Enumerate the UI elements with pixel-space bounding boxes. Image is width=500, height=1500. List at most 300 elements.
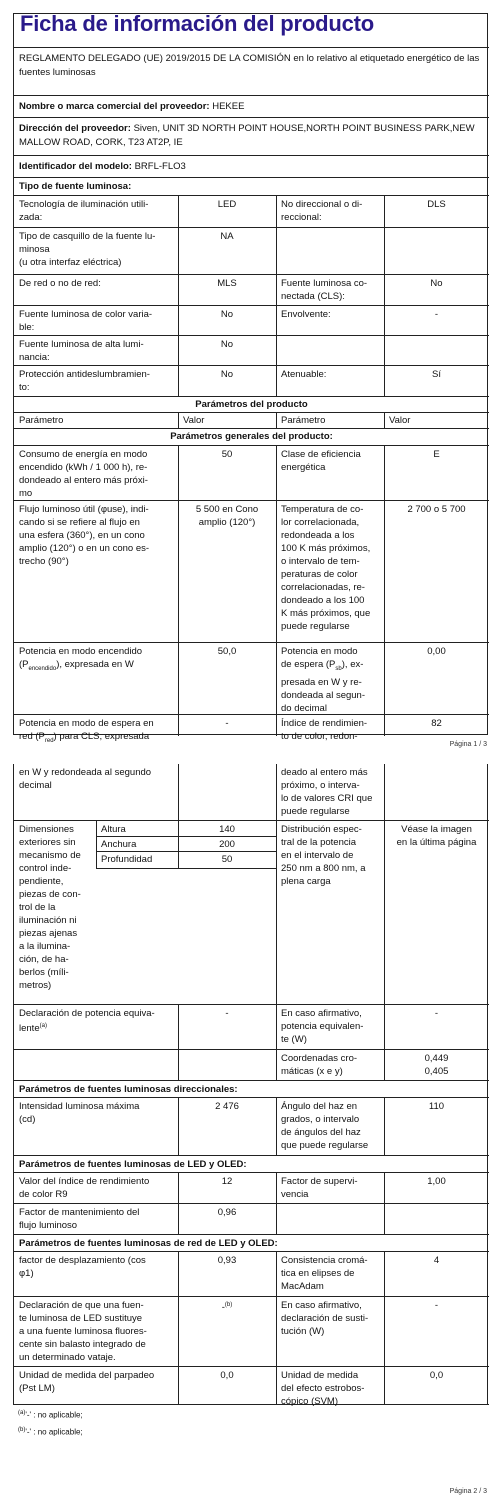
supplier-address-value: Siven, UNIT 3D NORTH POINT HOUSE,NORTH POINT BUSINESS PARK,NEW MALLOW ROAD, CORK, T23 AT2P, IE [19, 123, 475, 148]
table-cell [276, 715, 384, 742]
cell-text: (a) [18, 1410, 26, 1416]
flicker-row [14, 1367, 489, 1405]
table-rule [384, 366, 385, 396]
cell-text: una esfera (360°), en un cono [19, 530, 145, 541]
column-header-row [14, 413, 489, 429]
cell-text: No [220, 339, 234, 350]
table-rule [276, 228, 277, 274]
table-rule [384, 1173, 385, 1203]
table-rule [178, 643, 179, 714]
cell-text: o intervalo de tem- [281, 556, 360, 567]
cell-text: tución (W) [281, 1326, 325, 1337]
table-rule [178, 1252, 179, 1296]
table-rule [178, 275, 179, 305]
table-cell [276, 1050, 384, 1080]
cell-text: piezas de con- [19, 889, 81, 900]
cell-text: 0,0 [220, 1370, 234, 1381]
cell-text: Clase de eficiencia [281, 449, 361, 460]
chroma-row [14, 1050, 489, 1081]
table-rule [384, 1005, 385, 1049]
cell-text: Profundidad [101, 854, 153, 865]
cell-text: Valor [389, 415, 411, 426]
cell-text: mecanismo de [19, 850, 81, 861]
cell-text: 82 [431, 718, 442, 729]
cell-text: trol de la [19, 902, 56, 913]
table-cell [276, 821, 384, 1004]
table-cell [276, 1252, 384, 1296]
document-title: Ficha de información del producto [20, 11, 374, 36]
cell-text: de espera (P [281, 659, 336, 670]
table-cell [276, 1098, 384, 1155]
cell-text: (b) [224, 1302, 233, 1308]
table-rule [384, 1252, 385, 1296]
table-rule [178, 228, 179, 274]
cell-text: minosa [19, 244, 50, 255]
cell-text: Altura [101, 824, 126, 835]
table-cell [14, 1252, 178, 1296]
cell-text: '-' : no aplicable; [25, 1427, 83, 1437]
footnote-b [18, 1427, 83, 1437]
led-heading: Parámetros de fuentes luminosas de LED y OLED: [19, 1159, 247, 1170]
cell-text: Índice de rendimien- [281, 718, 368, 729]
cell-text: Tipo de casquillo de la fuente lu- [19, 231, 156, 242]
cell-text: Fuente luminosa de color varia- [19, 309, 153, 320]
table-cell [276, 1005, 384, 1049]
cell-text: un determinado vataje. [19, 1352, 116, 1363]
table-rule [178, 1098, 179, 1155]
cell-text: decimal [19, 780, 52, 791]
cell-text: lor correlacionada, [281, 517, 360, 528]
cell-text: Factor de mantenimiento del [19, 1207, 140, 1218]
table-cell [276, 196, 384, 227]
cell-text: en el intervalo de [281, 850, 354, 861]
table-cell [14, 1297, 178, 1366]
cell-text: φ1) [19, 1268, 34, 1279]
cell-text: Distribución espec- [281, 824, 362, 835]
standby-net-row [14, 715, 489, 744]
table-rule [384, 1367, 385, 1404]
cell-text: factor de desplazamiento (cos [19, 1255, 146, 1266]
table-cell [276, 1173, 384, 1203]
table-rule [384, 413, 385, 428]
table-rule [276, 196, 277, 227]
table-cell [14, 1204, 178, 1234]
cell-text: De red o no de red: [19, 278, 101, 289]
cell-text: Ángulo del haz en [281, 1101, 358, 1112]
cell-text: a una fuente luminosa fluores- [19, 1326, 147, 1337]
table-rule [384, 1204, 385, 1234]
table-rule [384, 228, 385, 274]
table-cell [384, 821, 489, 1004]
table-cell [14, 336, 178, 365]
general-params-heading-row [14, 429, 489, 446]
cell-text: trecho (90°) [19, 556, 69, 567]
cell-text: 0,00 [427, 646, 446, 657]
power-on-row [14, 643, 489, 715]
table-rule [276, 821, 277, 1004]
table-cell [276, 1297, 384, 1366]
cell-text: - [221, 1302, 225, 1314]
cell-text: presada en W y re- [281, 676, 362, 688]
cell-text: en la última página [396, 837, 477, 848]
cell-text: red (P [19, 731, 45, 742]
table-rule [276, 1173, 277, 1203]
cell-text: dondeado a los 100 [281, 595, 365, 606]
cell-text: Dimensiones [19, 824, 74, 835]
table-rule [178, 764, 179, 820]
table-cell [178, 1297, 276, 1366]
cell-text: tica en elipses de [281, 1268, 355, 1279]
title-row [14, 11, 489, 48]
table-rule [178, 1297, 179, 1366]
page-1-table [13, 11, 488, 744]
table-cell [14, 446, 178, 500]
table-cell [14, 501, 178, 642]
table-cell [14, 1005, 178, 1049]
cell-text: flujo luminoso [19, 1220, 78, 1231]
cell-text: berlos (míli- [19, 967, 69, 978]
table-cell [14, 1098, 178, 1155]
type-row [14, 275, 489, 306]
table-rule [178, 336, 179, 365]
cell-text: piezas ajenas [19, 928, 78, 939]
directional-heading: Parámetros de fuentes luminosas direccionales: [19, 1084, 238, 1095]
cell-text: correlacionadas, re- [281, 582, 365, 593]
cell-text: No [220, 369, 234, 380]
table-rule [178, 1367, 179, 1404]
cell-text: pendiente, [19, 876, 64, 887]
cell-text: En caso afirmativo, [281, 1300, 362, 1311]
cell-text: vencia [281, 1189, 309, 1200]
cell-text: cente sin balasto integrado de [19, 1339, 146, 1350]
cell-text: DLS [427, 199, 446, 210]
cell-text: 0,449 [424, 1053, 449, 1064]
table-cell [276, 764, 384, 820]
table-rule [384, 196, 385, 227]
cell-text: Parámetro [281, 415, 326, 426]
cell-text: amplio (120°) o en un cono es- [19, 543, 150, 554]
type-row [14, 306, 489, 336]
supplier-name-row [14, 96, 489, 118]
cell-text: 0,96 [217, 1207, 237, 1218]
table-rule [276, 643, 277, 714]
cell-text: MacAdam [281, 1281, 324, 1292]
table-cell [14, 821, 96, 1004]
cell-text: ) para CLS, expresada [53, 731, 150, 742]
table-rule [178, 446, 179, 500]
table-cell [276, 501, 384, 642]
table-rule [276, 1297, 277, 1366]
type-row [14, 228, 489, 275]
cell-text: Protección antideslumbramien- [19, 369, 150, 380]
table-rule [384, 275, 385, 305]
table-rule [384, 1098, 385, 1155]
cell-text: Sí [432, 369, 441, 380]
table-rule [384, 336, 385, 365]
maintenance-row [14, 1204, 489, 1235]
regulation-row [14, 48, 489, 96]
cell-text: te (W) [281, 1034, 307, 1045]
general-params-heading: Parámetros generales del producto: [170, 431, 333, 442]
table-rule [276, 306, 277, 335]
cell-text: 0,405 [424, 1066, 449, 1077]
cell-text: Potencia en modo de espera en [19, 718, 154, 729]
table-cell [14, 366, 178, 396]
table-cell [14, 764, 178, 820]
table-cell [14, 715, 178, 744]
cell-text: sb [335, 665, 342, 672]
table-rule [178, 501, 179, 642]
cell-text: ), expresada en W [56, 659, 134, 670]
dimensions-row [14, 821, 489, 1005]
cell-text: Intensidad luminosa máxima [19, 1101, 140, 1112]
cell-text: Fuente luminosa co- [281, 278, 368, 289]
cell-text: tral de la potencia [281, 837, 356, 848]
table-rule [276, 501, 277, 642]
table-rule [178, 306, 179, 335]
table-rule [276, 1005, 277, 1049]
light-source-type-heading: Tipo de fuente luminosa: [19, 181, 132, 192]
table-cell [14, 156, 489, 177]
cell-text: 2 476 [215, 1101, 239, 1112]
table-rule [276, 1098, 277, 1155]
table-rule [384, 715, 385, 736]
cell-text: zada: [19, 212, 43, 223]
supplier-address-label: Dirección del proveedor: [19, 123, 131, 134]
cell-text: 1,00 [427, 1176, 446, 1187]
continuation-row [14, 764, 489, 821]
cell-text: amplio (120°) [198, 517, 256, 528]
cell-text: lente [19, 1023, 40, 1035]
type-row [14, 196, 489, 228]
table-rule [178, 1173, 179, 1203]
table-rule [276, 275, 277, 305]
cell-text: Anchura [101, 839, 137, 850]
table-rule [384, 501, 385, 642]
cell-text: ), ex- [341, 659, 364, 670]
cell-text: Declaración de potencia equiva- [19, 1008, 155, 1019]
cell-text: 250 nm a 800 nm, a [281, 863, 366, 874]
cell-text: Envolvente: [281, 309, 331, 320]
table-rule [178, 1005, 179, 1049]
cell-text: 140 [219, 824, 235, 835]
cell-text: 100 K más próximos, [281, 543, 371, 554]
led-net-heading-row [14, 1235, 489, 1252]
cell-text: deado al entero más [281, 767, 368, 778]
cell-text: nectada (CLS): [281, 291, 345, 302]
cell-text: Consistencia cromá- [281, 1255, 368, 1266]
cell-text: Coordenadas cro- [281, 1053, 358, 1064]
regulation-text: REGLAMENTO DELEGADO (UE) 2019/2015 DE LA COMISIÓN en lo relativo al etiquetado energético de las fuentes luminosas [19, 53, 480, 78]
cell-text: Véase la imagen [401, 824, 472, 835]
table-rule [384, 446, 385, 500]
cell-text: NA [220, 231, 234, 242]
model-row [14, 156, 489, 178]
product-params-heading-row [14, 397, 489, 413]
cell-text: 50 [221, 449, 233, 460]
cell-text: de color R9 [19, 1189, 68, 1200]
cell-text: ble: [19, 322, 35, 333]
cell-text: - [225, 718, 229, 729]
cell-text: dondeado al entero más próxi- [19, 475, 148, 486]
table-cell [14, 118, 489, 155]
cell-text: redondeada a los [281, 530, 355, 541]
product-params-heading: Parámetros del producto [195, 399, 308, 410]
cell-text: Consumo de energía en modo [19, 449, 148, 460]
cell-text: reccional: [281, 212, 322, 223]
cell-text: En caso afirmativo, [281, 1008, 362, 1019]
table-rule [178, 1204, 179, 1234]
cell-text: metros) [19, 980, 52, 991]
cell-text: puede regularse [281, 621, 350, 632]
light-source-type-row [14, 178, 489, 196]
supplier-name-label: Nombre o marca comercial del proveedor: [19, 101, 210, 112]
table-cell [276, 643, 384, 714]
table-rule [276, 1367, 277, 1404]
cell-text: Valor [183, 415, 205, 426]
cell-text: a la ilumina- [19, 941, 71, 952]
cell-text: Atenuable: [281, 369, 327, 380]
cell-text: de ángulos del haz [281, 1127, 361, 1138]
table-rule [96, 868, 276, 869]
table-rule [178, 821, 179, 869]
cell-text: 0,93 [217, 1255, 237, 1266]
cell-text: lo de valores CRI que [281, 793, 373, 804]
cell-text: 110 [428, 1101, 445, 1112]
cell-text: cando si se refiere al flujo en [19, 517, 140, 528]
cell-text: Fuente luminosa de alta lumi- [19, 339, 144, 350]
cell-text: - [225, 1008, 229, 1019]
cell-text: No [430, 278, 443, 289]
led-heading-row [14, 1156, 489, 1173]
cell-text: control inde- [19, 863, 72, 874]
table-rule [276, 1252, 277, 1296]
cell-text: iluminación ni [19, 915, 77, 926]
table-rule [384, 821, 385, 1004]
table-rule [276, 366, 277, 396]
energy-row [14, 446, 489, 501]
equiv-power-row [14, 1005, 489, 1050]
cell-text: Unidad de medida del parpadeo [19, 1370, 155, 1381]
table-cell [14, 1173, 178, 1203]
footnote-a [18, 1410, 83, 1420]
table-cell [276, 446, 384, 500]
cosphi-row [14, 1252, 489, 1297]
table-rule [276, 413, 277, 428]
cell-text: (b) [18, 1427, 26, 1433]
cell-text: grados, o intervalo [281, 1114, 360, 1125]
cell-text: nancia: [19, 352, 50, 363]
type-row [14, 366, 489, 397]
cell-text: te luminosa de LED sustituye [19, 1313, 143, 1324]
cell-text: Unidad de medida [281, 1370, 359, 1381]
table-cell [178, 501, 276, 642]
table-cell [14, 96, 489, 117]
table-rule [178, 1050, 179, 1080]
led-net-heading: Parámetros de fuentes luminosas de red de LED y OLED: [19, 1238, 278, 1249]
cell-text: puede regularse [281, 806, 350, 817]
cell-text: (P [19, 659, 29, 670]
cell-text: próximo, o interva- [281, 780, 360, 791]
cell-text: encendido [28, 665, 57, 672]
cell-text: máticas (x e y) [281, 1066, 343, 1077]
cell-text: (cd) [19, 1114, 36, 1125]
cell-text: del efecto estrobos- [281, 1383, 365, 1394]
cell-text: energética [281, 462, 326, 473]
table-rule [384, 643, 385, 714]
table-cell [14, 196, 178, 227]
cell-text: No direccional o di- [281, 199, 363, 210]
table-rule [384, 306, 385, 335]
cell-text: mo [19, 488, 33, 499]
cell-text: - [434, 309, 439, 320]
cell-text: - [434, 1300, 439, 1311]
table-rule [384, 764, 385, 820]
table-rule [276, 446, 277, 500]
cell-text: Factor de supervi- [281, 1176, 358, 1187]
table-cell [14, 643, 178, 714]
cell-text: Valor del índice de rendimiento [19, 1176, 150, 1187]
cell-text: (u otra interfaz eléctrica) [19, 257, 122, 268]
table-cell [14, 1367, 178, 1404]
cell-text: cópico (SVM) [281, 1396, 339, 1407]
page-number-2: Página 2 / 3 [449, 1488, 487, 1495]
intensity-row [14, 1098, 489, 1156]
cell-text: encendido (kWh / 1 000 h), re- [19, 462, 148, 473]
cell-text: que puede regularse [281, 1140, 369, 1151]
cell-text: E [433, 449, 440, 460]
table-rule [178, 413, 179, 428]
page-number-1: Página 1 / 3 [449, 741, 487, 748]
cell-text: potencia equivalen- [281, 1021, 364, 1032]
cell-text: ción, de ha- [19, 954, 69, 965]
cell-text: do decimal [281, 702, 327, 714]
cell-text: 50 [221, 854, 233, 865]
replacement-row [14, 1297, 489, 1367]
r9-row [14, 1173, 489, 1204]
cell-text: en W y redondeada al segundo [19, 767, 152, 778]
table-rule [276, 336, 277, 365]
directional-heading-row [14, 1081, 489, 1098]
table-rule [178, 715, 179, 736]
table-rule [276, 715, 277, 736]
table-cell [276, 1367, 384, 1407]
cell-text: (a) [39, 1023, 47, 1029]
cell-text: Potencia en modo encendido [19, 646, 143, 657]
supplier-name-value: HEKEE [212, 101, 245, 112]
cell-text: '-' : no aplicable; [25, 1410, 83, 1420]
cell-text: (Pst LM) [19, 1383, 55, 1394]
table-rule [276, 1204, 277, 1234]
supplier-address-row [14, 118, 489, 156]
cell-text: declaración de susti- [281, 1313, 369, 1324]
cell-text: 5 500 en Cono [195, 504, 259, 515]
cell-text: Flujo luminoso útil (φuse), indi- [19, 504, 149, 515]
model-label: Identificador del modelo: [19, 161, 132, 172]
cell-text: dondeada al segun- [281, 689, 365, 701]
cell-text: MLS [217, 278, 237, 289]
type-row [14, 336, 489, 366]
cell-text: peraturas de color [281, 569, 358, 580]
cell-text: red [44, 737, 54, 744]
cell-text: Declaración de que una fuen- [19, 1300, 144, 1311]
cell-text: 2 700 o 5 700 [407, 504, 466, 515]
cell-text: 0,0 [429, 1370, 444, 1381]
table-cell [14, 306, 178, 335]
flux-row [14, 501, 489, 643]
cell-text: plena carga [281, 876, 331, 887]
table-rule [384, 1297, 385, 1366]
